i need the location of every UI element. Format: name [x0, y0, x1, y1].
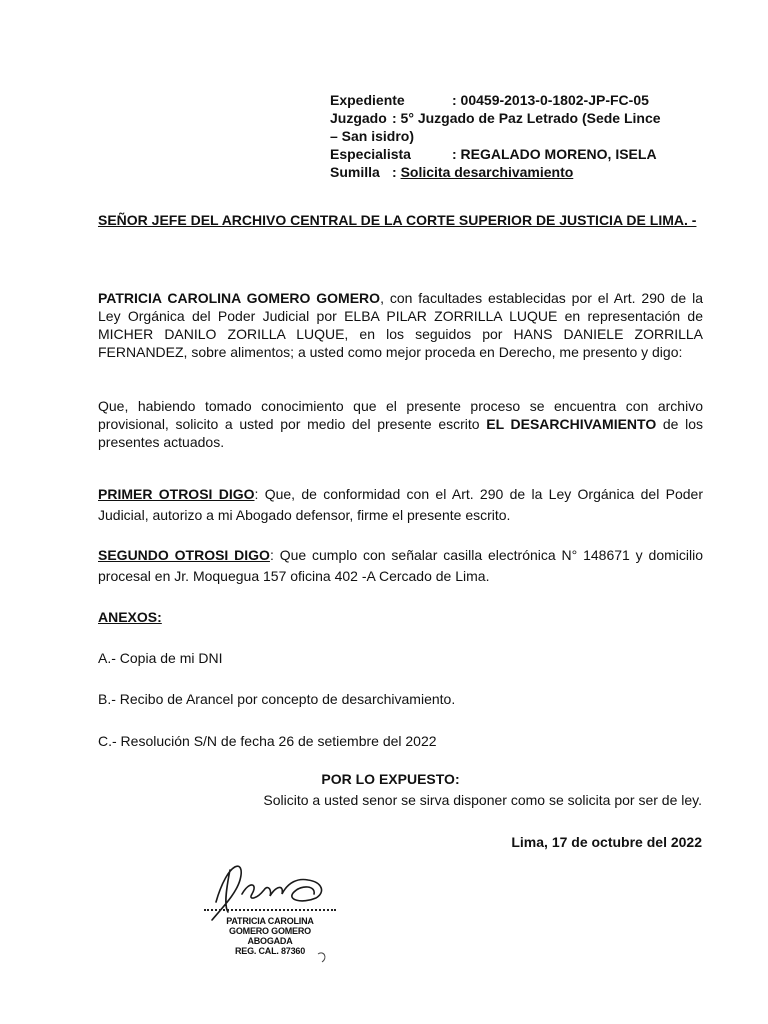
anexo-item: A.- Copia de mi DNI: [98, 650, 223, 666]
primer-otrosi-label: PRIMER OTROSI DIGO: [98, 486, 255, 502]
request-bold: EL DESARCHIVAMIENTO: [486, 416, 657, 432]
expediente-value: : 00459-2013-0-1802-JP-FC-05: [452, 92, 649, 108]
date-line: Lima, 17 de octubre del 2022: [511, 834, 702, 850]
juzgado-continuation: – San isidro): [330, 128, 415, 144]
primer-otrosi-paragraph: [98, 484, 703, 526]
petitioner-name: PATRICIA CAROLINA GOMERO GOMERO: [98, 290, 381, 306]
signature-line: [204, 909, 336, 911]
segundo-otrosi-label: SEGUNDO OTROSI DIGO: [98, 547, 270, 563]
anexo-item: C.- Resolución S/N de fecha 26 de setiembre del 2022: [98, 733, 437, 749]
lawyer-stamp: [210, 916, 330, 956]
juzgado-label: Juzgado: [330, 110, 387, 126]
expediente-row: [330, 91, 710, 109]
request-paragraph: [98, 397, 703, 451]
request-text-after: de los presentes actuados.: [98, 416, 703, 450]
juzgado-value: : 5° Juzgado de Paz Letrado (Sede Lince: [392, 110, 661, 126]
especialista-row: [330, 145, 710, 163]
segundo-otrosi-paragraph: [98, 545, 703, 587]
addressee: [98, 207, 703, 233]
sumilla-colon: :: [392, 164, 401, 180]
especialista-value: : REGALADO MORENO, ISELA: [452, 146, 657, 162]
stamp-line: PATRICIA CAROLINA: [226, 916, 314, 926]
case-header: [330, 91, 710, 181]
stamp-line: ABOGADA: [247, 936, 293, 946]
sumilla-value: Solicita desarchivamiento: [400, 164, 574, 180]
stamp-line: GOMERO GOMERO: [229, 926, 311, 936]
request-text-before: Que, habiendo tomado conocimiento que el presente proceso se encuentra con archivo provisional, solicito a usted por medio del presente escrito: [98, 398, 703, 432]
anexos-title: ANEXOS:: [98, 609, 162, 625]
juzgado-row: [330, 109, 710, 127]
intro-text: , con facultades establecidas por el Art. 290 de la Ley Orgánica del Poder Judicial por ELBA PILAR ZORRILLA LUQUE en representación de MICHER DANILO ZORILLA LUQUE, en los seguidos por HANS DANIELE ZORRILLA FERNANDEZ, sobre alimentos; a usted como mejor proceda en Derecho, me presento y digo:: [98, 290, 703, 360]
stamp-line: REG. CAL. 87360: [234, 946, 306, 956]
especialista-label: Especialista: [330, 146, 411, 162]
sumilla-label: Sumilla: [330, 164, 380, 180]
primer-otrosi-text: : Que, de conformidad con el Art. 290 de la Ley Orgánica del Poder Judicial, autorizo a mi Abogado defensor, firme el presente escrito.: [98, 486, 703, 523]
sumilla-row: [330, 163, 710, 181]
closing-request: Solicito a usted senor se sirva disponer como se solicita por ser de ley.: [263, 792, 702, 808]
expediente-label: Expediente: [330, 92, 405, 108]
segundo-otrosi-text: : Que cumplo con señalar casilla electrónica N° 148671 y domicilio procesal en Jr. Moquegua 157 oficina 402 -A Cercado de Lima.: [98, 547, 703, 584]
anexo-item: B.- Recibo de Arancel por concepto de desarchivamiento.: [98, 691, 456, 707]
intro-paragraph: [98, 289, 703, 361]
por-lo-expuesto: POR LO EXPUESTO:: [321, 771, 460, 787]
addressee-text: SEÑOR JEFE DEL ARCHIVO CENTRAL DE LA CORTE SUPERIOR DE JUSTICIA DE LIMA. -: [98, 212, 697, 228]
